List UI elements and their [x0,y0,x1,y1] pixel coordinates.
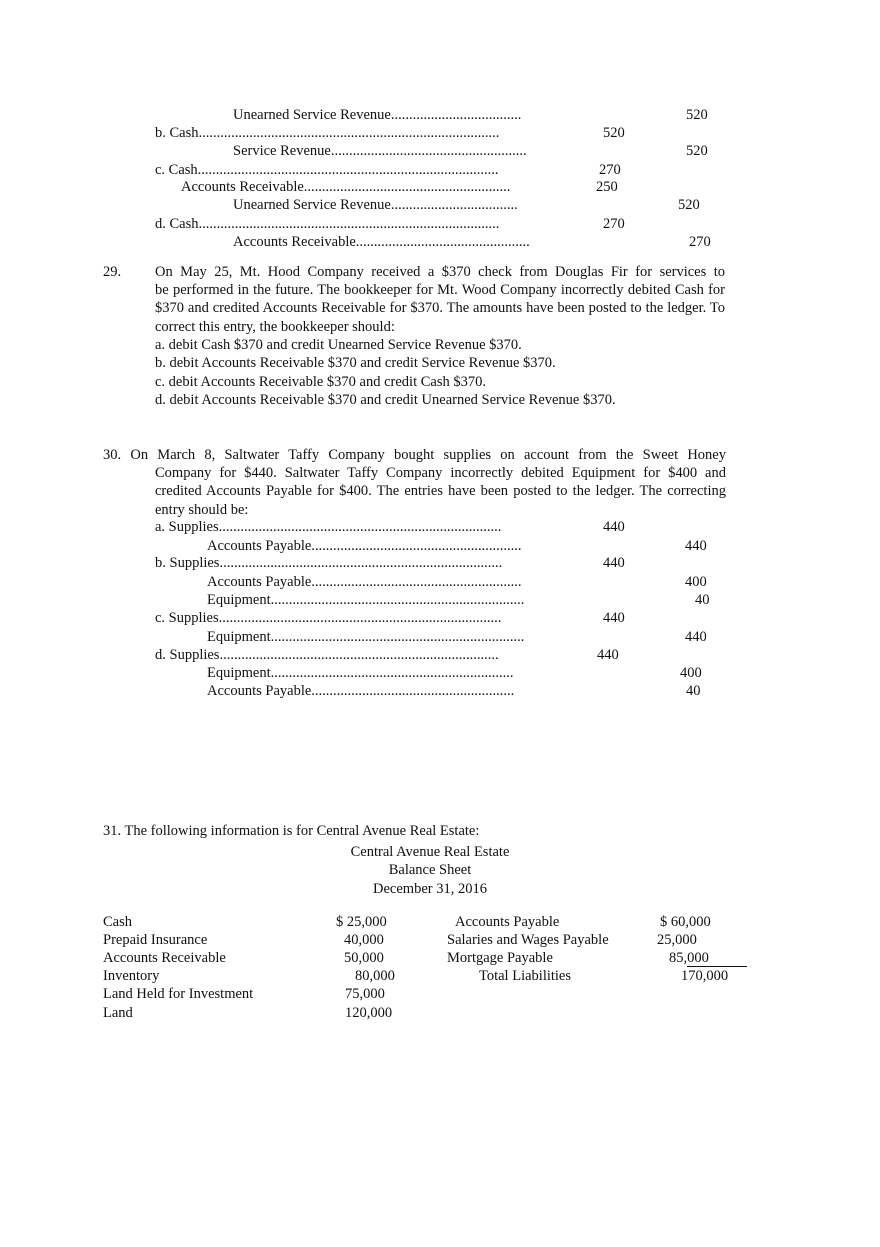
liability-total-amount: 170,000 [681,968,729,984]
entry-amount: 520 [603,125,625,141]
asset-amount: 120,000 [345,1005,393,1021]
entry-amount: 270 [599,162,621,178]
entry-amount: 520 [678,197,700,213]
entry-line: Service Revenue...................................................... [233,143,527,159]
question-stem: On May 25, Mt. Hood Company received a $370 check from Douglas Fir for services to [155,264,725,280]
entry-amount: 520 [686,143,708,159]
entry-amount: 250 [596,179,618,195]
balance-sheet-company: Central Avenue Real Estate [350,844,510,860]
entry-amount: 520 [686,107,708,123]
answer-option: c. debit Accounts Receivable $370 and credit Cash $370. [155,374,486,390]
entry-line: Equipment...................................................................... [207,592,525,608]
entry-line: b. Supplies.............................................................................. [155,555,503,571]
entry-line: Accounts Receivable......................................................... [181,179,511,195]
liability-label: Salaries and Wages Payable [447,932,609,948]
entry-amount: 400 [685,574,707,590]
answer-option: a. debit Cash $370 and credit Unearned Service Revenue $370. [155,337,522,353]
liability-amount: 25,000 [657,932,697,948]
entry-line: d. Cash................................................................................... [155,216,500,232]
asset-amount: 40,000 [344,932,384,948]
entry-line: c. Supplies.............................................................................. [155,610,502,626]
asset-label: Land [103,1005,133,1021]
question-stem: 31. The following information is for Central Avenue Real Estate: [103,823,480,839]
asset-label: Land Held for Investment [103,986,254,1002]
entry-line: b. Cash................................................................................... [155,125,500,141]
entry-line: Accounts Payable.......................................................... [207,574,522,590]
entry-line: Accounts Receivable................................................ [233,234,530,250]
question-number: 29. [103,264,122,280]
entry-amount: 270 [689,234,711,250]
liability-amount [669,949,747,967]
entry-amount: 40 [695,592,710,608]
entry-amount: 440 [603,519,625,535]
entry-amount: 400 [680,665,702,681]
entry-line: Unearned Service Revenue................................... [233,197,518,213]
entry-line: Accounts Payable........................................................ [207,683,515,699]
answer-option: d. debit Accounts Receivable $370 and credit Unearned Service Revenue $370. [155,392,616,408]
liability-label: Accounts Payable [455,914,560,930]
entry-amount: 440 [603,610,625,626]
asset-amount: $ 25,000 [336,914,387,930]
asset-amount: 80,000 [355,968,395,984]
asset-label: Inventory [103,968,160,984]
question-stem: Company for $440. Saltwater Taffy Company incorrectly debited Equipment for $400 and credited Accounts Payable for $400. The entries have been posted to the ledger. The correcting entry should be: [155,465,726,518]
entry-amount: 40 [686,683,701,699]
entry-line: Accounts Payable.......................................................... [207,538,522,554]
entry-amount: 440 [685,538,707,554]
entry-line: Unearned Service Revenue.................................... [233,107,522,123]
liability-label: Mortgage Payable [447,950,553,966]
entry-line: c. Cash................................................................................... [155,162,499,178]
liability-total-label: Total Liabilities [479,968,572,984]
asset-label: Cash [103,914,132,930]
balance-sheet-date: December 31, 2016 [373,881,487,897]
amount-underlined: 000 [687,951,747,967]
entry-line: a. Supplies.............................................................................. [155,519,502,535]
asset-label: Prepaid Insurance [103,932,208,948]
question-stem: be performed in the future. The bookkeeper for Mt. Wood Company incorrectly debited Cash for $370 and credited Accounts Receivable for $370. The amounts have been posted to the ledger. To correct this entry, the bookkeeper should: [155,282,725,335]
asset-amount: 50,000 [344,950,384,966]
question-stem: 30. On March 8, Saltwater Taffy Company bought supplies on account from the Sweet Honey [103,447,726,463]
entry-amount: 440 [603,555,625,571]
liability-amount: $ 60,000 [660,914,711,930]
asset-amount: 75,000 [345,986,385,1002]
entry-amount: 440 [685,629,707,645]
entry-line: Equipment...................................................................... [207,629,525,645]
asset-label: Accounts Receivable [103,950,226,966]
answer-option: b. debit Accounts Receivable $370 and credit Service Revenue $370. [155,355,556,371]
entry-line: d. Supplies............................................................................. [155,647,499,663]
entry-line: Equipment................................................................... [207,665,514,681]
amount-plain: 85, [669,950,688,966]
entry-amount: 270 [603,216,625,232]
entry-amount: 440 [597,647,619,663]
balance-sheet-title: Balance Sheet [388,862,472,878]
